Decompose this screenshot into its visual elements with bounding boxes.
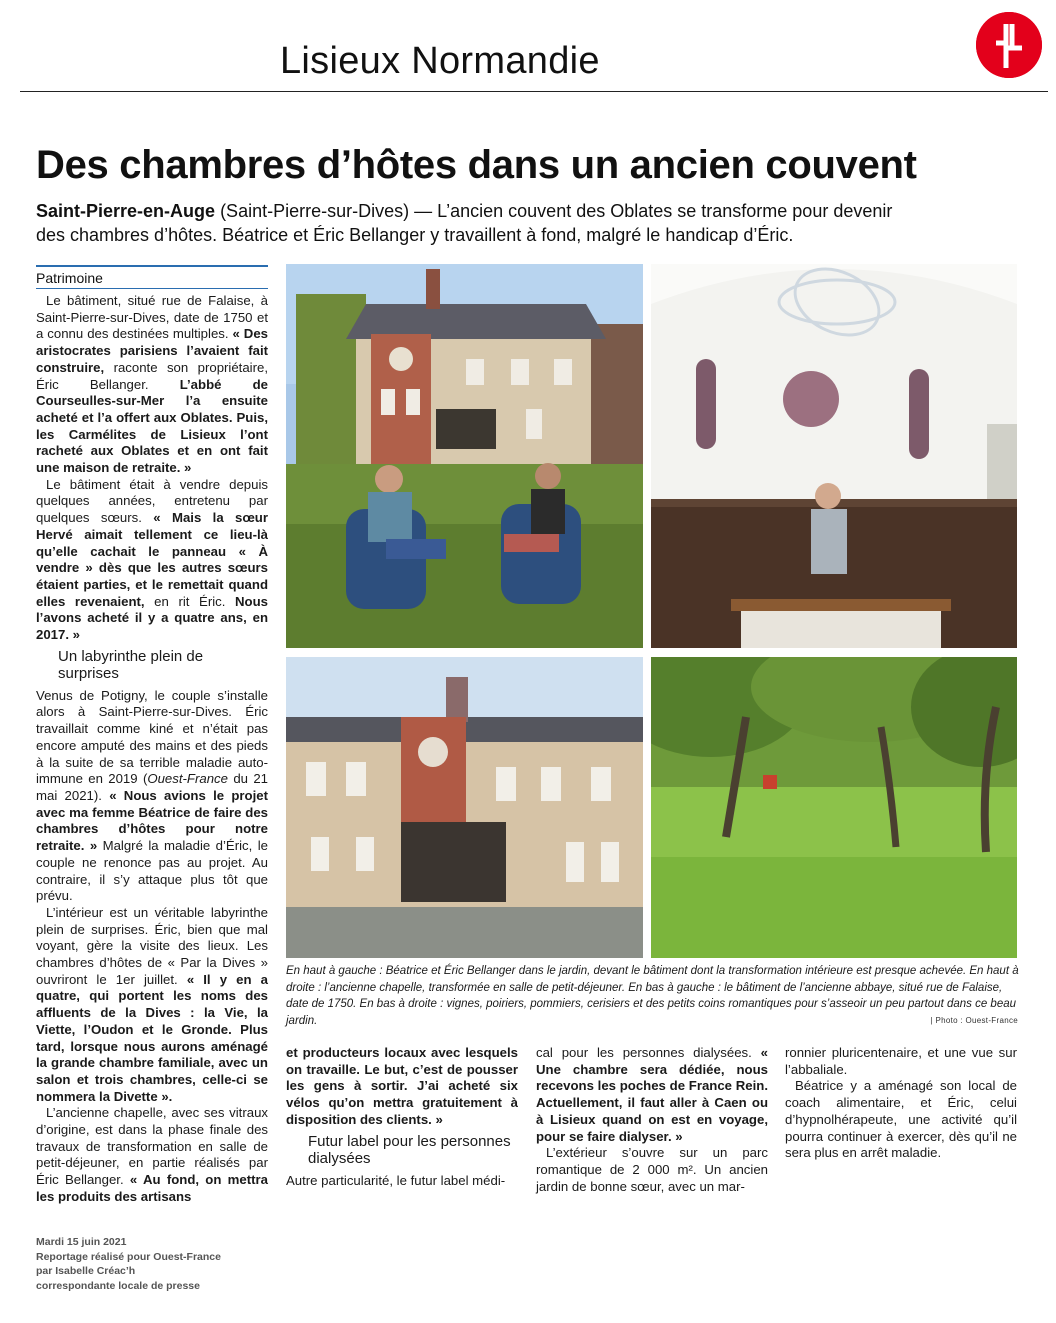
newspaper-logo (976, 12, 1042, 78)
subhead-labyrinth: Un labyrinthe plein de surprises (58, 647, 204, 682)
subhead-dialysis-label: Futur label pour les personnes dialysées (308, 1132, 511, 1167)
masthead-title: Lisieux Normandie (280, 40, 600, 82)
footer-role: correspondante locale de presse (36, 1279, 200, 1292)
paragraph-8: cal pour les personnes dialysées. « Une chambre sera dédiée, nous recevons les poches de France Rein. Actuellement, il faut aller à Caen ou à Lisieux quand on est en voyage, pour se faire dialyser. » (536, 1045, 768, 1144)
paragraph-3: Venus de Potigny, le couple s’installe alors à Saint-Pierre-sur-Dives. Éric travaillait comme kiné et n’était pas encore amputé des mains et des pieds à la suite de sa terrible maladie auto-immune en 2019 (Ouest-France du 21 mai 2021). « Nous avions le projet avec ma femme Béatrice de faire des chambres d’hôtes pour notre retraite. » Malgré la maladie d’Éric, le couple ne renonce pas au projet. Au contraire, il s’y attaque plus tôt que prévu. (36, 687, 268, 904)
article-column-3 (536, 1045, 768, 1195)
footer-credits (36, 1235, 221, 1293)
lead-place: Saint-Pierre-en-Auge (36, 201, 216, 221)
photo-chapel (651, 264, 1017, 648)
article-column-1 (36, 293, 268, 1206)
logo-mark-icon (976, 12, 1042, 78)
footer-date: Mardi 15 juin 2021 (36, 1236, 127, 1248)
article-column-2 (286, 1045, 518, 1189)
photo-couple-garden (286, 264, 643, 648)
paragraph-2: Le bâtiment était à vendre depuis quelques années, entretenu par quelques sœurs. « Mais la sœur Hervé aimait tellement ce lieu-là qu’elle cachait le panneau « À vendre » dès que les autres sœurs étaient parties, et le remettait quand elles revenaient, en rit Éric. Nous l’avons acheté il y a quatre ans, en 2017. » (36, 476, 268, 643)
paragraph-10: ronnier pluricentenaire, et une vue sur l’abbaliale. (785, 1045, 1017, 1077)
photo-orchard-garden (651, 657, 1017, 958)
rubric-rule (36, 288, 268, 289)
lead-place-paren: (Saint-Pierre-sur-Dives) (220, 201, 410, 221)
paragraph-9: L’extérieur s’ouvre sur un parc romantique de 2 000 m². Un ancien jardin de bonne sœur, avec un mar- (536, 1145, 768, 1194)
photo-building-facade (286, 657, 643, 958)
paragraph-7: Autre particularité, le futur label médi- (286, 1172, 506, 1188)
footer-author: par Isabelle Créac’h (36, 1265, 136, 1278)
rubric-label: Patrimoine (36, 265, 268, 286)
photo-credit: | Photo : Ouest-France (930, 1016, 1018, 1025)
paragraph-11: Béatrice y a aménagé son local de coach alimentaire, et Éric, celui d’hypnolhérapeute, une activité qu’il pourra continuer à exercer, dès qu’il ne sera plus en arrêt maladie. (785, 1078, 1017, 1161)
paragraph-5: L’ancienne chapelle, avec ses vitraux d’origine, est dans la phase finale des travaux de transformation en salle de petit-déjeuner, en partie réalisés par Éric Bellanger. « Au fond, on mettra les produits des artisans (36, 1105, 268, 1204)
paragraph-6: et producteurs locaux avec lesquels on travaille. Le but, c’est de pousser les gens à sortir. J’ai acheté six vélos qu’on mettra gratuitement à disposition des clients. » (286, 1045, 518, 1127)
article-headline: Des chambres d’hôtes dans un ancien couvent (36, 143, 917, 187)
article-lead (36, 199, 916, 247)
lead-text: — L’ancien couvent des Oblates se transforme pour devenir des chambres d’hôtes. Béatrice et Éric Bellanger y travaillent à fond, malgré le handicap d’Éric. (36, 201, 893, 245)
footer-reportage: Reportage réalisé pour Ouest-France (36, 1250, 221, 1263)
paragraph-4: L’intérieur est un véritable labyrinthe plein de surprises. Éric, bien que mal voyant, gère la visite des lieux. Les chambres d’hôtes de « Par la Dives » ouvriront le 1er juillet. « Il y en a quatre, qui portent les noms des affluents de la Dives : la Vie, la Viette, l’Oudon et le Gronde. Plus tard, lorsque nous aurons aménagé la grande chambre familiale, avec un salon et trois chambres, celle-ci se nommera la Divette ». (36, 904, 268, 1104)
masthead-rule (20, 91, 1048, 92)
article-column-4 (785, 1045, 1017, 1162)
paragraph-1: Le bâtiment, situé rue de Falaise, à Saint-Pierre-sur-Dives, date de 1750 et a connu des destinées multiples. « Des aristocrates parisiens l’avaient fait construire, raconte son propriétaire, Éric Bellanger. L’abbé de Courseulles-sur-Mer l’a ensuite acheté et l’a offert aux Oblates. Puis, les Carmélites de Lisieux l’ont racheté aux Oblates et en ont fait une maison de retraite. » (36, 293, 269, 476)
photo-caption: En haut à gauche : Béatrice et Éric Bellanger dans le jardin, devant le bâtiment dont la transformation intérieure est presque achevée. En haut à droite : l’ancienne chapelle, transformée en salle de petit-déjeuner. En bas à gauche : le bâtiment de l’ancienne abbaye, situé rue de Falaise, date de 1750. En bas à droite : vignes, poiriers, pommiers, cerisiers et des petits coins romantiques pour s’asseoir un peu partout dans ce beau jardin. (286, 965, 1019, 1027)
